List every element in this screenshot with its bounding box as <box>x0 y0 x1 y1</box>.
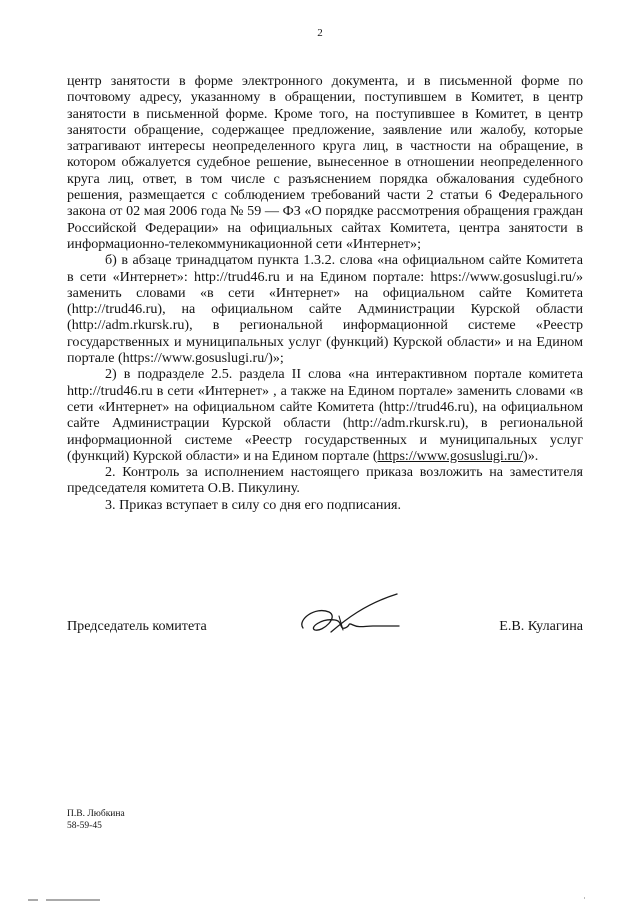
scan-edge-artifact <box>0 895 640 905</box>
executor-phone: 58-59-45 <box>67 821 102 831</box>
executor-name: П.В. Любкина <box>67 809 125 819</box>
handwritten-signature <box>295 592 405 642</box>
page-number: 2 <box>317 27 323 39</box>
executor-info <box>67 808 125 832</box>
paragraph-amendment-2-end: )». <box>523 447 539 464</box>
gosuslugi-link[interactable]: https://www.gosuslugi.ru/ <box>377 447 524 464</box>
paragraph-effective-date: 3. Приказ вступает в силу со дня его подписания. <box>105 496 402 513</box>
paragraph-amendment-2-text: 2) в подразделе 2.5. раздела II слова «на интерактивном портале комитета http://trud46.ru в сети «Интернет» , а также на Едином портале» заменить словами «в сети «Интернет» на официальном сайте Комитета (http://trud46.ru), на официальном сайте Администрации Курской области (http://adm.rkursk.ru), в региональной информационной системе «Реестр государственных и муниципальных услуг (функций) Курской области» и на Едином портале ( <box>67 366 583 464</box>
signer-position: Председатель комитета <box>67 618 207 634</box>
paragraph-amendment-2 <box>67 366 583 464</box>
document-body <box>67 73 583 513</box>
paragraph-continuation: центр занятости в форме электронного документа, и в письменной форме по почтовому адресу, указанному в обращении, поступившем в Комитет, в центр занятости в письменной форме. Кроме того, на поступившее в Комитет, в центр занятости обращение, содержащее предложение, заявление или жалобу, которые затрагивают интересы неопределенного круга лиц, в частности на обращение, в котором обжалуется судебное решение, вынесенное в отношении неопределенного круга лиц, ответ, в том числе с разъяснением порядка обжалования судебного решения, размещается с соблюдением требований части 2 статьи 6 Федерального закона от 02 мая 2006 года № 59 — ФЗ «О порядке рассмотрения обращения граждан Российской Федерации» на официальных сайтах Комитета, центра занятости в информационно-телекоммуникационной сети «Интернет»; <box>67 73 583 252</box>
paragraph-control: 2. Контроль за исполнением настоящего приказа возложить на заместителя председателя комитета О.В. Пикулину. <box>67 464 583 497</box>
signer-name: Е.В. Кулагина <box>499 618 583 634</box>
paragraph-amendment-b: б) в абзаце тринадцатом пункта 1.3.2. слова «на официальном сайте Комитета в сети «Интернет»: http://trud46.ru и на Едином портале: https://www.gosuslugi.ru/» заменить словами «в сети «Интернет» на официальном сайте Комитета (http://trud46.ru), на официальном сайте Администрации Курской области (http://adm.rkursk.ru), в региональной информационной системе «Реестр государственных и муниципальных услуг (функций) Курской области» и на Едином портале (https://www.gosuslugi.ru/)»; <box>67 252 583 367</box>
signature-block <box>67 614 583 654</box>
